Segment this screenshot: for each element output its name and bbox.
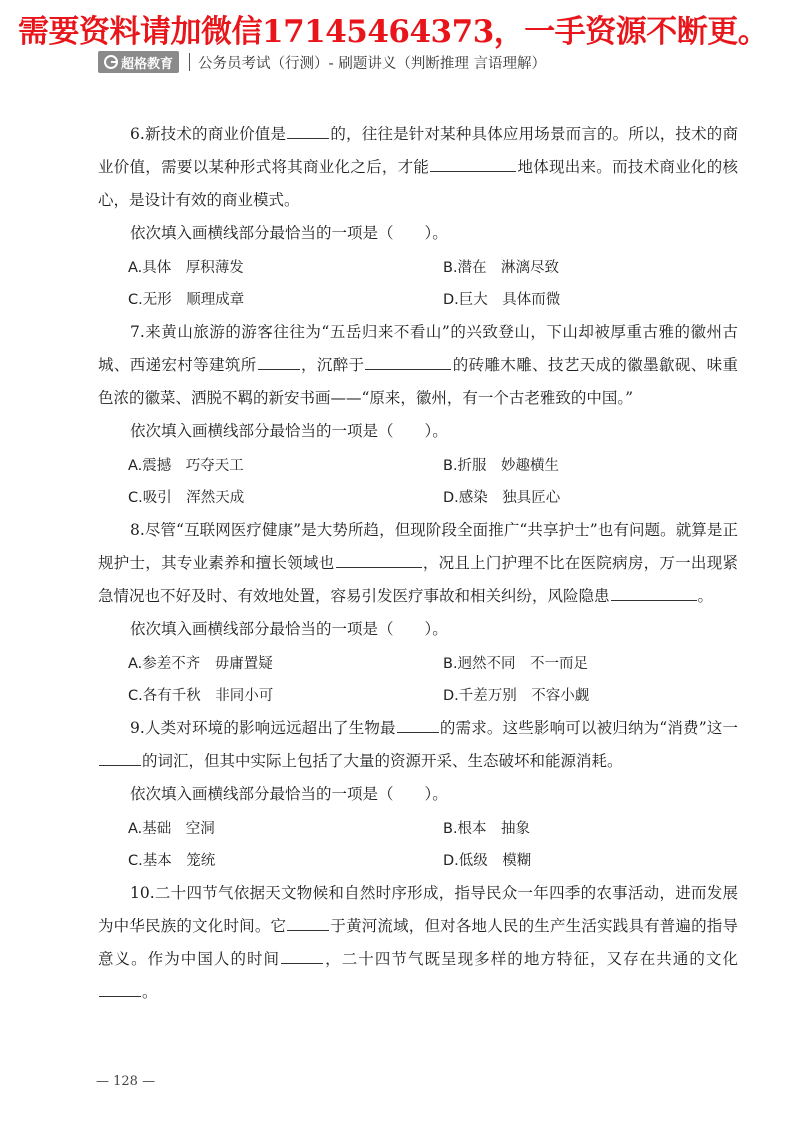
question-stem	[98, 514, 738, 613]
publisher-logo	[98, 51, 179, 73]
stem-text: 8.尽管“互联网医疗健康”是大势所趋，但现阶段全面推广“共享护士”也有问题。就算是正规护士，其专业素养和擅长领域也	[98, 521, 738, 572]
stem-text: 9.人类对环境的影响远远超出了生物最	[130, 719, 396, 737]
question-stem	[98, 712, 738, 778]
stem-text: 7.来黄山旅游的游客往往为“五岳归来不看山”的兴致登山，下山却被厚重古雅的徽州古城、西递宏村等建筑所	[98, 323, 738, 374]
question-block	[98, 877, 738, 1009]
option-grid	[128, 813, 738, 877]
stem-text: 的需求。这些影响可以被归纳为“消费”这一	[439, 719, 738, 737]
stem-text: ，沉醉于	[300, 356, 365, 374]
header-divider	[189, 53, 190, 71]
stem-text: 的词汇，但其中实际上包括了大量的资源开采、生态破坏和能源消耗。	[142, 752, 623, 770]
stem-text: 。	[697, 587, 714, 605]
question-prompt: 依次填入画横线部分最恰当的一项是（ ）。	[130, 785, 448, 803]
answer-option: B.折服 妙趣横生	[443, 458, 560, 474]
question-stem	[98, 118, 738, 217]
stem-text: ，况且上门护理不比在医院病房，万一出现紧急情况也不好及时、有效地处置，容易引发医疗事故和相关纠纷，风险隐患	[98, 554, 738, 605]
stem-text: ，二十四节气既呈现多样的地方特征，又存在共通的文化	[324, 950, 738, 968]
question-prompt: 依次填入画横线部分最恰当的一项是（ ）。	[130, 620, 448, 638]
answer-blank	[611, 582, 697, 601]
page-number: — 128 —	[96, 1074, 156, 1089]
answer-blank	[430, 153, 516, 172]
question-block	[98, 514, 738, 712]
option-grid	[128, 450, 738, 514]
answer-option: C.吸引 浑然天成	[128, 490, 245, 506]
answer-option: B.迥然不同 不一而足	[443, 656, 589, 672]
answer-option: A.基础 空洞	[128, 821, 215, 837]
answer-blank	[336, 549, 422, 568]
answer-option: D.低级 模糊	[443, 853, 532, 869]
answer-option: D.巨大 具体而微	[443, 292, 561, 308]
answer-option: D.感染 独具匠心	[443, 490, 561, 506]
question-prompt: 依次填入画横线部分最恰当的一项是（ ）。	[130, 422, 448, 440]
option-grid	[128, 648, 738, 712]
answer-option: A.具体 厚积薄发	[128, 260, 244, 276]
answer-blank	[281, 945, 323, 964]
answer-blank	[287, 912, 329, 931]
question-stem	[98, 877, 738, 1009]
stem-text: 的，往往是针对某种具体应用场景而言的。所以，技术的商业价值，需要以某种形式将其商业化之后，才能	[98, 125, 738, 176]
answer-option: D.千差万别 不容小觑	[443, 688, 590, 704]
question-prompt: 依次填入画横线部分最恰当的一项是（ ）。	[130, 224, 448, 242]
stem-text: 6.新技术的商业价值是	[130, 125, 287, 143]
question-list	[98, 118, 738, 1009]
answer-option: A.参差不齐 毋庸置疑	[128, 656, 273, 672]
answer-option: B.根本 抽象	[443, 821, 531, 837]
page-header	[98, 50, 546, 74]
question-block	[98, 118, 738, 316]
answer-blank	[258, 351, 300, 370]
answer-option: A.震撼 巧夺天工	[128, 458, 244, 474]
question-stem	[98, 316, 738, 415]
stem-text: 。	[142, 983, 158, 1001]
answer-option: C.无形 顺理成章	[128, 292, 245, 308]
answer-blank	[365, 351, 451, 370]
logo-text: 超格教育	[121, 56, 174, 72]
answer-blank	[287, 120, 329, 139]
stem-text: 10.二十四节气依据天文物候和自然时序形成，指导民众一年四季的农事活动，进而发展为中华民族的文化时间。它	[98, 884, 738, 935]
watermark-text: 需要资料请加微信17145464373，一手资源不断更。	[18, 14, 769, 50]
question-block	[98, 712, 738, 877]
question-block	[98, 316, 738, 514]
stem-text: 的砖雕木雕、技艺天成的徽墨歙砚、味重色浓的徽菜、洒脱不羁的新安书画——“原来，徽州，有一个古老雅致的中国。”	[98, 356, 738, 407]
answer-blank	[99, 978, 141, 997]
answer-option: C.基本 笼统	[128, 853, 216, 869]
answer-option: C.各有千秋 非同小可	[128, 688, 274, 704]
logo-g-icon	[104, 55, 118, 69]
stem-text: 地体现出来。而技术商业化的核心，是设计有效的商业模式。	[98, 158, 738, 209]
header-title: 公务员考试（行测）- 刷题讲义（判断推理 言语理解）	[198, 55, 546, 72]
answer-blank	[99, 747, 141, 766]
stem-text: 于黄河流域，但对各地人民的生产生活实践具有普遍的指导意义。作为中国人的时间	[98, 917, 738, 968]
option-grid	[128, 252, 738, 316]
answer-blank	[397, 714, 439, 733]
answer-option: B.潜在 淋漓尽致	[443, 260, 560, 276]
